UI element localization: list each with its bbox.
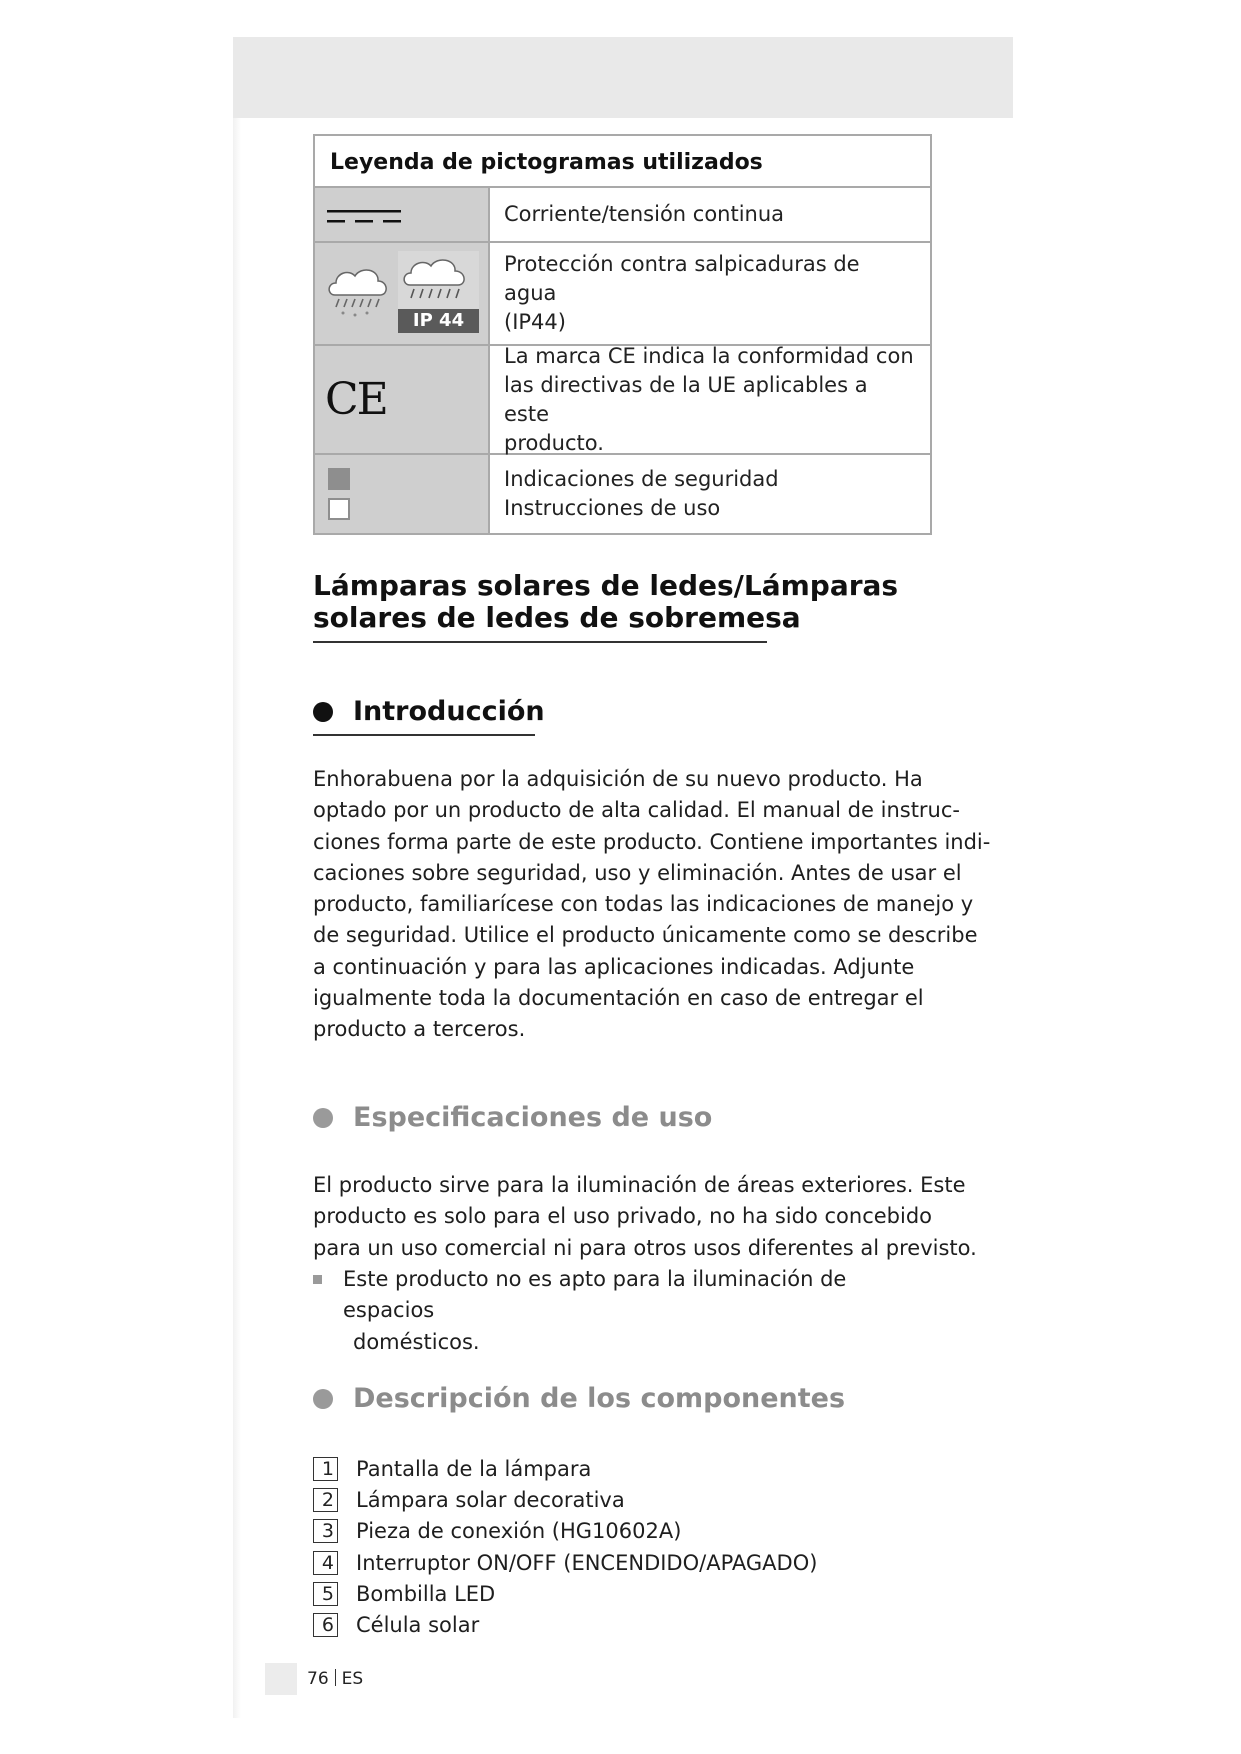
page-title [313, 570, 973, 634]
intro-heading-label: Introducción [353, 696, 545, 727]
ce-mark-text: CE [325, 374, 387, 425]
dc-current-icon [315, 188, 490, 241]
legend-text [490, 455, 930, 533]
legend-line: (IP44) [504, 310, 566, 334]
bullet-dot-icon [313, 1108, 333, 1128]
list-item [313, 1547, 817, 1578]
page-footer [307, 1669, 363, 1689]
list-item [313, 1453, 817, 1484]
list-item [313, 1578, 817, 1609]
item-number-box: 1 [313, 1457, 338, 1481]
bullet-dot-icon [313, 702, 333, 722]
legend-row-ip44 [315, 243, 930, 346]
item-label: Lámpara solar decorativa [356, 1487, 625, 1512]
intro-underline [313, 734, 535, 736]
components-heading [313, 1383, 845, 1414]
legend-line: las directivas de la UE aplicables a este [504, 372, 868, 426]
text-line: de seguridad. Utilice el producto únicamente como se describe [313, 923, 978, 948]
item-number-box: 5 [313, 1582, 338, 1606]
item-label: Pieza de conexión (HG10602A) [356, 1519, 682, 1544]
item-label: Bombilla LED [356, 1581, 496, 1606]
footer-separator [335, 1669, 336, 1686]
item-label: Célula solar [356, 1613, 480, 1638]
list-item [313, 1516, 817, 1547]
components-heading-label: Descripción de los componentes [353, 1383, 846, 1414]
title-underline [313, 641, 767, 643]
text-line: optado por un producto de alta calidad. El manual de instruc- [313, 798, 960, 823]
rain-cloud-icon [325, 261, 393, 321]
legend-row-safety [315, 455, 930, 533]
usage-heading [313, 1102, 712, 1133]
page-title-line: Lámparas solares de ledes/Lámparas [313, 569, 899, 602]
item-label: Interruptor ON/OFF (ENCENDIDO/APAGADO) [356, 1550, 818, 1575]
page-number: 76 [307, 1669, 329, 1689]
legend-line: Corriente/tensión continua [504, 202, 785, 226]
legend-line: Protección contra salpicaduras de agua [504, 252, 860, 305]
legend-text [490, 243, 930, 344]
legend-row-ce [315, 343, 930, 455]
usage-paragraph [313, 1170, 977, 1264]
text-line: a continuación y para las aplicaciones indicadas. Adjunte [313, 954, 915, 979]
legend-text [490, 343, 930, 455]
text-line: caciones sobre seguridad, uso y eliminación. Antes de usar el [313, 860, 962, 885]
legend-line: Indicaciones de seguridad [504, 467, 779, 491]
usage-heading-label: Especificaciones de uso [353, 1102, 713, 1133]
text-line: El producto sirve para la iluminación de áreas exteriores. Este [313, 1173, 966, 1197]
page-title-line: solares de ledes de sobremesa [313, 601, 801, 634]
legend-line: Instrucciones de uso [504, 496, 721, 520]
pictogram-legend-table [313, 134, 932, 535]
text-line: producto a terceros. [313, 1017, 526, 1042]
legend-line: La marca CE indica la conformidad con [504, 343, 914, 368]
safety-square-icons [315, 455, 490, 533]
item-number-box: 4 [313, 1551, 338, 1575]
list-item [313, 1484, 817, 1515]
header-band [233, 37, 1013, 118]
text-line: para un uso comercial ni para otros usos diferentes al previsto. [313, 1235, 977, 1260]
language-code: ES [341, 1669, 364, 1689]
ip44-badge: IP 44 [398, 309, 479, 333]
legend-row-dc [315, 188, 930, 243]
text-line: Enhorabuena por la adquisición de su nuevo producto. Ha [313, 767, 923, 791]
outlined-square-icon [328, 498, 350, 520]
item-label: Pantalla de la lámpara [356, 1456, 592, 1481]
splash-protection-icon [315, 243, 490, 344]
text-line: producto es solo para el uso privado, no ha sido concebido [313, 1204, 933, 1229]
square-bullet-icon [313, 1275, 322, 1284]
bullet-text-line: Este producto no es apto para la iluminación de espacios [343, 1267, 847, 1323]
page-edge-shadow [233, 118, 241, 1718]
filled-square-icon [328, 468, 350, 490]
components-list [313, 1453, 817, 1641]
footer-marker [265, 1663, 297, 1695]
bullet-dot-icon [313, 1389, 333, 1409]
bullet-text-line: domésticos. [353, 1329, 480, 1354]
intro-heading [313, 696, 545, 727]
item-number-box: 2 [313, 1488, 338, 1512]
usage-bullet [313, 1264, 933, 1358]
text-line: igualmente toda la documentación en caso de entregar el [313, 986, 924, 1011]
text-line: producto, familiarícese con todas las indicaciones de manejo y [313, 892, 974, 917]
list-item [313, 1609, 817, 1640]
ce-mark-icon [315, 346, 490, 453]
legend-line: producto. [504, 430, 604, 455]
legend-title: Leyenda de pictogramas utilizados [315, 136, 930, 188]
intro-paragraph [313, 764, 991, 1046]
item-number-box: 6 [313, 1613, 338, 1637]
item-number-box: 3 [313, 1519, 338, 1543]
rain-cloud-ip-icon [398, 251, 479, 309]
legend-text [490, 188, 930, 241]
text-line: ciones forma parte de este producto. Contiene importantes indi- [313, 829, 991, 854]
